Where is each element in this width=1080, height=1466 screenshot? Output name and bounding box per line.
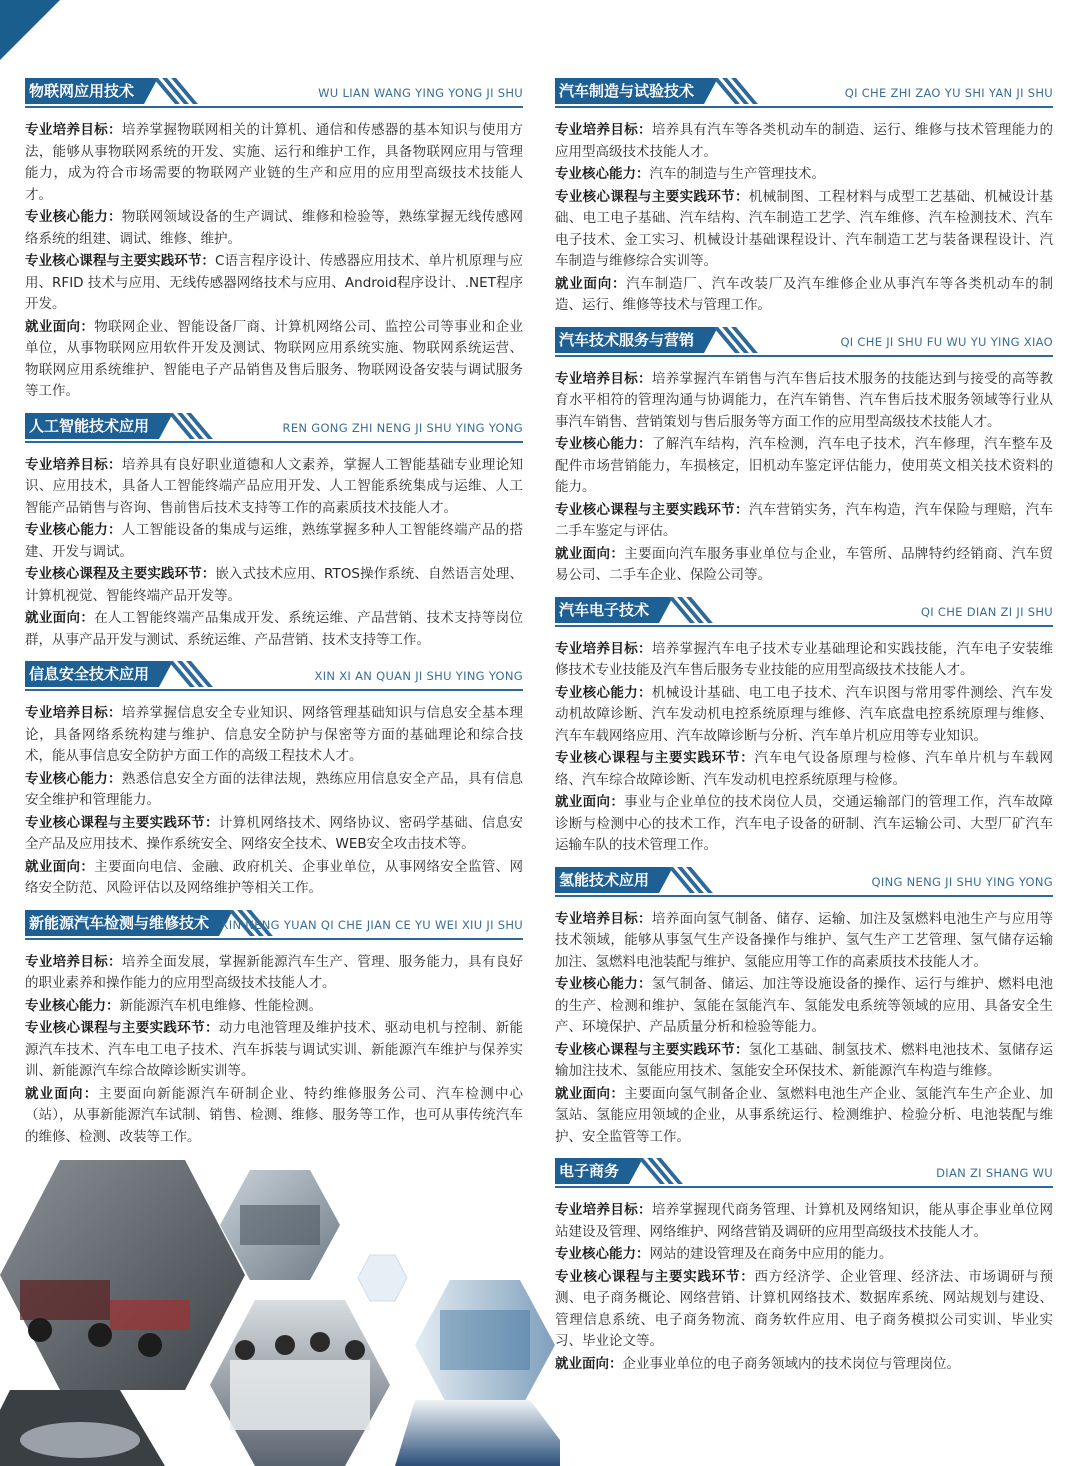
paragraph-text: 氢化工基础、制氢技术、燃料电池技术、氢储存运输加注技术、氢能应用技术、氢能安全环保技术、新能源汽车构造与维修。 [555, 1041, 1054, 1079]
paragraph-label: 专业核心课程及主要实践环节： [25, 566, 216, 582]
paragraph-text: 氢气制备、储运、加注等设施设备的操作、运行与维护、燃料电池的生产、检测和维护、氢能在氢能汽车、氢能发电系统等领域的应用、具备安全生产、环境保护、产品质量分析和检验等能力。 [555, 976, 1054, 1035]
section-paragraph [555, 748, 1053, 791]
paragraph-label: 专业核心能力： [555, 436, 652, 452]
title-stripes-decoration [679, 597, 719, 623]
paragraph-label: 专业核心课程与主要实践环节： [555, 750, 755, 766]
section-title: 电子商务 [555, 1158, 629, 1184]
paragraph-label: 专业培养目标： [555, 1202, 652, 1218]
paragraph-text: 培养全面发展，掌握新能源汽车生产、管理、服务能力，具有良好的职业素养和操作能力的应用型高级技术技能人才。 [25, 953, 524, 991]
paragraph-label: 就业面向： [555, 545, 625, 562]
title-stripes-decoration [724, 327, 764, 353]
section-header [25, 76, 523, 108]
paragraph-text: 主要面向汽车服务事业单位与企业，车管所、品牌特约经销商、汽车贸易公司、二手车企业、保险公司等。 [555, 545, 1054, 583]
program-section [25, 659, 523, 900]
paragraph-label: 专业核心能力： [555, 684, 652, 701]
section-paragraph [25, 455, 523, 520]
section-header [25, 908, 523, 940]
section-paragraph [555, 187, 1053, 273]
paragraph-text: 培养掌握信息安全专业知识、网络管理基础知识与信息安全基本理论，具备网络系统构建与维护、信息安全防护与保密等方面的基础理论和综合技术，能从事信息安全防护方面工作的高级工程技术人才。 [25, 705, 524, 764]
title-stripes-decoration [649, 1158, 689, 1184]
section-paragraph [555, 1354, 1053, 1376]
paragraph-text: 动力电池管理及维护技术、驱动电机与控制、新能源汽车技术、汽车电工电子技术、汽车拆装与调试实训、新能源汽车维护与保养实训、新能源汽车综合故障诊断实训等。 [25, 1020, 524, 1079]
paragraph-label: 专业培养目标： [555, 370, 652, 387]
paragraph-label: 专业培养目标： [25, 122, 122, 138]
section-header [555, 865, 1053, 897]
section-paragraph [25, 813, 523, 856]
section-pinyin: WU LIAN WANG YING YONG JI SHU [318, 86, 523, 100]
paragraph-label: 就业面向： [555, 275, 627, 292]
section-header [555, 325, 1053, 357]
title-stripes-decoration [179, 413, 219, 439]
section-title: 物联网应用技术 [25, 78, 144, 104]
title-stripes-decoration [724, 78, 764, 104]
section-paragraph [555, 500, 1053, 543]
computer-lab-photo [395, 1400, 560, 1466]
program-section [25, 908, 523, 1149]
section-paragraph [555, 1244, 1053, 1266]
section-paragraph [555, 274, 1053, 317]
title-stripes-decoration [179, 661, 219, 687]
section-pinyin: REN GONG ZHI NENG JI SHU YING YONG [282, 420, 523, 435]
section-paragraph [25, 769, 523, 812]
section-title: 人工智能技术应用 [25, 413, 159, 439]
section-paragraph [25, 207, 523, 250]
paragraph-label: 专业核心能力： [555, 1246, 650, 1262]
section-title: 汽车制造与试验技术 [555, 78, 704, 104]
program-section [555, 1156, 1053, 1375]
paragraph-label: 专业培养目标： [555, 122, 652, 138]
paragraph-label: 就业面向： [25, 610, 95, 626]
paragraph-text: 物联网企业、智能设备厂商、计算机网络公司、监控公司等事业和企业单位，从事物联网应用软件开发及测试、物联网应用系统实施、物联网系统运营、物联网应用系统维护、智能电子产品销售及售后服务、物联网设备安装与调试服务等工作。 [25, 318, 524, 399]
paragraph-label: 专业核心能力： [555, 166, 650, 182]
section-paragraph [555, 544, 1053, 587]
section-paragraph [25, 608, 523, 651]
left-column [25, 76, 523, 1156]
section-title: 信息安全技术应用 [25, 661, 159, 687]
paragraph-label: 专业培养目标： [25, 953, 122, 970]
section-title: 新能源汽车检测与维修技术 [25, 910, 219, 936]
section-paragraph [555, 683, 1053, 748]
paragraph-label: 专业培养目标： [555, 640, 652, 657]
paragraph-label: 专业核心能力： [25, 997, 120, 1014]
section-paragraph [25, 317, 523, 403]
section-pinyin: XIN XI AN QUAN JI SHU YING YONG [314, 669, 523, 683]
section-paragraph [25, 857, 523, 900]
section-title: 汽车技术服务与营销 [555, 327, 704, 353]
program-section [555, 595, 1053, 857]
section-paragraph [555, 909, 1053, 974]
program-section [555, 865, 1053, 1149]
section-title: 氢能技术应用 [555, 867, 659, 893]
section-paragraph [25, 1018, 523, 1083]
paragraph-label: 专业核心课程与主要实践环节： [555, 1041, 749, 1058]
section-pinyin: XIN NENG YUAN QI CHE JIAN CE YU WEI XIU JI SHU [220, 917, 523, 932]
section-paragraph [555, 1040, 1053, 1083]
paragraph-text: 机械制图、工程材料与成型工艺基础、机械设计基础、电工电子基础、汽车结构、汽车制造工艺学、汽车维修、汽车检测技术、汽车电子技术、金工实习、机械设计基础课程设计、汽车制造工艺与装备课程设计、汽车制造与维修综合实训等。 [555, 188, 1054, 269]
paragraph-text: C语言程序设计、传感器应用技术、单片机原理与应用、RFID 技术与应用、无线传感器网络技术与应用、Android程序设计、.NET程序开发。 [25, 253, 523, 312]
workshop-photo [0, 1160, 245, 1390]
paragraph-label: 专业培养目标： [555, 910, 652, 927]
section-paragraph [25, 520, 523, 563]
paragraph-text: 培养具有良好职业道德和人文素养，掌握人工智能基础专业理论知识、应用技术，具备人工智能终端产品应用开发、人工智能系统集成与运维、人工智能产品销售与咨询、售前售后技术支持等工作的高素质技术技能人才。 [25, 456, 524, 516]
paragraph-label: 就业面向： [555, 794, 625, 810]
section-paragraph [25, 564, 523, 607]
section-paragraph [25, 1084, 523, 1149]
paragraph-text: 嵌入式技术应用、RTOS操作系统、自然语言处理、计算机视觉、智能终端产品开发等。 [25, 566, 524, 604]
section-header [25, 411, 523, 443]
paragraph-text: 网站的建设管理及在商务中应用的能力。 [649, 1246, 893, 1262]
paragraph-text: 熟悉信息安全方面的法律法规，熟练应用信息安全产品，具有信息安全维护和管理能力。 [25, 770, 524, 808]
paragraph-label: 专业核心课程与主要实践环节： [25, 253, 215, 269]
paragraph-label: 专业核心能力： [555, 976, 652, 992]
paragraph-label: 就业面向： [555, 1085, 625, 1102]
paragraph-label: 专业核心能力： [25, 209, 122, 225]
paragraph-label: 专业核心能力： [25, 522, 122, 538]
section-header [555, 1156, 1053, 1188]
paragraph-text: 主要面向电信、金融、政府机关、企事业单位，从事网络安全监管、网络安全防范、风险评估以及网络维护等相关工作。 [25, 858, 524, 896]
section-paragraph [25, 251, 523, 316]
section-paragraph [25, 120, 523, 206]
paragraph-text: 培养掌握物联网相关的计算机、通信和传感器的基本知识与使用方法，能够从事物联网系统的开发、实施、运行和维护工作，具备物联网应用与管理能力，成为符合市场需要的物联网产业链的生产和应用的应用型高级技术技能人才。 [25, 122, 524, 203]
title-stripes-decoration [164, 78, 204, 104]
section-paragraph [555, 1200, 1053, 1243]
paragraph-label: 专业核心课程与主要实践环节： [25, 1020, 219, 1036]
paragraph-text: 西方经济学、企业管理、经济法、市场调研与预测、电子商务概论、网络营销、计算机网络技术、数据库系统、网站规划与建设、管理信息系统、电子商务物流、商务软件应用、电子商务模拟公司实训、毕业实习、毕业论文等。 [555, 1268, 1053, 1349]
paragraph-label: 就业面向： [25, 1085, 99, 1102]
paragraph-text: 人工智能设备的集成与运维，熟练掌握多种人工智能终端产品的搭建、开发与调试。 [25, 522, 524, 560]
paragraph-text: 培养掌握现代商务管理、计算机及网络知识，能从事企事业单位网站建设及管理、网络维护、网络营销及调研的应用型高级技术技能人才。 [555, 1202, 1054, 1240]
paragraph-text: 企业事业单位的电子商务领域内的技术岗位与管理岗位。 [622, 1355, 960, 1372]
paragraph-text: 汽车营销实务，汽车构造，汽车保险与理赔，汽车二手车鉴定与评估。 [555, 501, 1054, 539]
paragraph-text: 事业与企业单位的技术岗位人员，交通运输部门的管理工作，汽车故障诊断与检测中心的技术工作，汽车电子设备的研制、汽车运输公司、大型厂矿汽车运输车队的技术管理工作。 [555, 794, 1054, 853]
section-paragraph [555, 369, 1053, 434]
paragraph-text: 培养面向氢气制备、储存、运输、加注及氢燃料电池生产与应用等技术领域，能够从事氢气生产设备操作与维护、氢气生产工艺管理、氢气储存运输加注、氢燃料电池装配与维护、氢能应用等工作的高素质技术技能人才。 [555, 910, 1054, 970]
paragraph-label: 专业培养目标： [25, 456, 122, 473]
section-paragraph [555, 792, 1053, 857]
section-title: 汽车电子技术 [555, 597, 659, 623]
paragraph-label: 专业核心能力： [25, 770, 122, 787]
paragraph-text: 主要面向氢气制备企业、氢燃料电池生产企业、氢能汽车生产企业、加氢站、氢能应用领域的企业，从事系统运行、检测维护、检验分析、电池装配与维护、安全监管等工作。 [555, 1085, 1054, 1145]
section-header [555, 595, 1053, 627]
section-pinyin: QI CHE JI SHU FU WU YU YING XIAO [840, 334, 1053, 349]
paragraph-label: 专业核心课程与主要实践环节： [555, 1268, 755, 1285]
section-paragraph [555, 1267, 1053, 1353]
paragraph-text: 机械设计基础、电工电子技术、汽车识图与常用零件测绘、汽车发动机故障诊断、汽车发动机电控系统原理与维修、汽车底盘电控系统原理与维修、汽车车载网络应用、汽车故障诊断与分析、汽车单片机应用等专业知识。 [555, 684, 1054, 744]
program-section [25, 411, 523, 652]
section-paragraph [555, 120, 1053, 163]
paragraph-label: 专业核心课程与主要实践环节： [555, 501, 749, 518]
paragraph-text: 计算机网络技术、网络协议、密码学基础、信息安全产品及应用技术、操作系统安全、网络安全技术、WEB安全攻击技术等。 [25, 814, 524, 852]
corner-decoration [0, 0, 60, 60]
program-section [555, 325, 1053, 587]
paragraph-text: 培养掌握汽车电子技术专业基础理论和实践技能，汽车电子安装维修技术专业技能及汽车售后服务专业技能的应用型高级技术技能人才。 [555, 640, 1054, 678]
section-paragraph [555, 434, 1053, 499]
paragraph-label: 就业面向： [25, 318, 95, 335]
section-header [25, 659, 523, 691]
section-pinyin: QING NENG JI SHU YING YONG [871, 874, 1053, 889]
paragraph-label: 专业核心课程与主要实践环节： [555, 188, 749, 205]
program-section [25, 76, 523, 403]
title-stripes-decoration [679, 867, 719, 893]
paragraph-text: 汽车电气设备原理与检修、汽车单片机与车载网络、汽车综合故障诊断、汽车发动机电控系统原理与检修。 [555, 750, 1053, 788]
paragraph-label: 就业面向： [555, 1355, 623, 1372]
paragraph-text: 汽车制造厂、汽车改装厂及汽车维修企业从事汽车等各类机动车的制造、运行、维修等技术与管理工作。 [555, 275, 1053, 313]
paragraph-text: 培养具有汽车等各类机动车的制造、运行、维修与技术管理能力的应用型高级技术技能人才。 [555, 122, 1054, 160]
paragraph-text: 主要面向新能源汽车研制企业、特约维修服务公司、汽车检测中心（站），从事新能源汽车试制、销售、检测、维修、服务等工作，也可从事传统汽车的维修、检测、改装等工作。 [25, 1085, 524, 1145]
photo-collage [0, 1160, 560, 1466]
section-paragraph [25, 996, 523, 1018]
paragraph-label: 专业核心课程与主要实践环节： [25, 814, 219, 831]
right-column [555, 76, 1053, 1383]
hexagon-outline [358, 1255, 407, 1301]
paragraph-text: 新能源汽车机电维修、性能检测。 [119, 997, 322, 1014]
paragraph-text: 培养掌握汽车销售与汽车售后技术服务的技能达到与接受的高等教育水平相符的管理沟通与协调能力，在汽车销售、汽车售后技术服务领域等行业从事汽车销售、营销策划与售后服务等方面工作的应用型高级技术技能人才。 [555, 370, 1054, 430]
section-header [555, 76, 1053, 108]
section-pinyin: DIAN ZI SHANG WU [936, 1166, 1053, 1180]
section-paragraph [25, 703, 523, 768]
paragraph-text: 汽车的制造与生产管理技术。 [649, 166, 825, 182]
paragraph-text: 在人工智能终端产品集成开发、系统运维、产品营销、技术支持等岗位群，从事产品开发与测试、系统运维、产品营销、技术支持等工作。 [25, 610, 524, 648]
paragraph-text: 物联网领域设备的生产调试、维修和检验等，熟练掌握无线传感网络系统的组建、调试、维修、维护。 [25, 209, 524, 247]
section-pinyin: QI CHE ZHI ZAO YU SHI YAN JI SHU [844, 86, 1053, 100]
program-section [555, 76, 1053, 317]
section-paragraph [555, 1084, 1053, 1149]
paragraph-text: 了解汽车结构，汽车检测，汽车电子技术，汽车修理，汽车整车及配件市场营销能力，车损核定，旧机动车鉴定评估能力，使用英文相关技术资料的能力。 [555, 436, 1054, 495]
paragraph-label: 就业面向： [25, 858, 95, 875]
section-paragraph [25, 952, 523, 995]
section-pinyin: QI CHE DIAN ZI JI SHU [920, 604, 1053, 619]
section-paragraph [555, 974, 1053, 1039]
section-paragraph [555, 164, 1053, 186]
section-paragraph [555, 639, 1053, 682]
paragraph-label: 专业培养目标： [25, 705, 122, 721]
